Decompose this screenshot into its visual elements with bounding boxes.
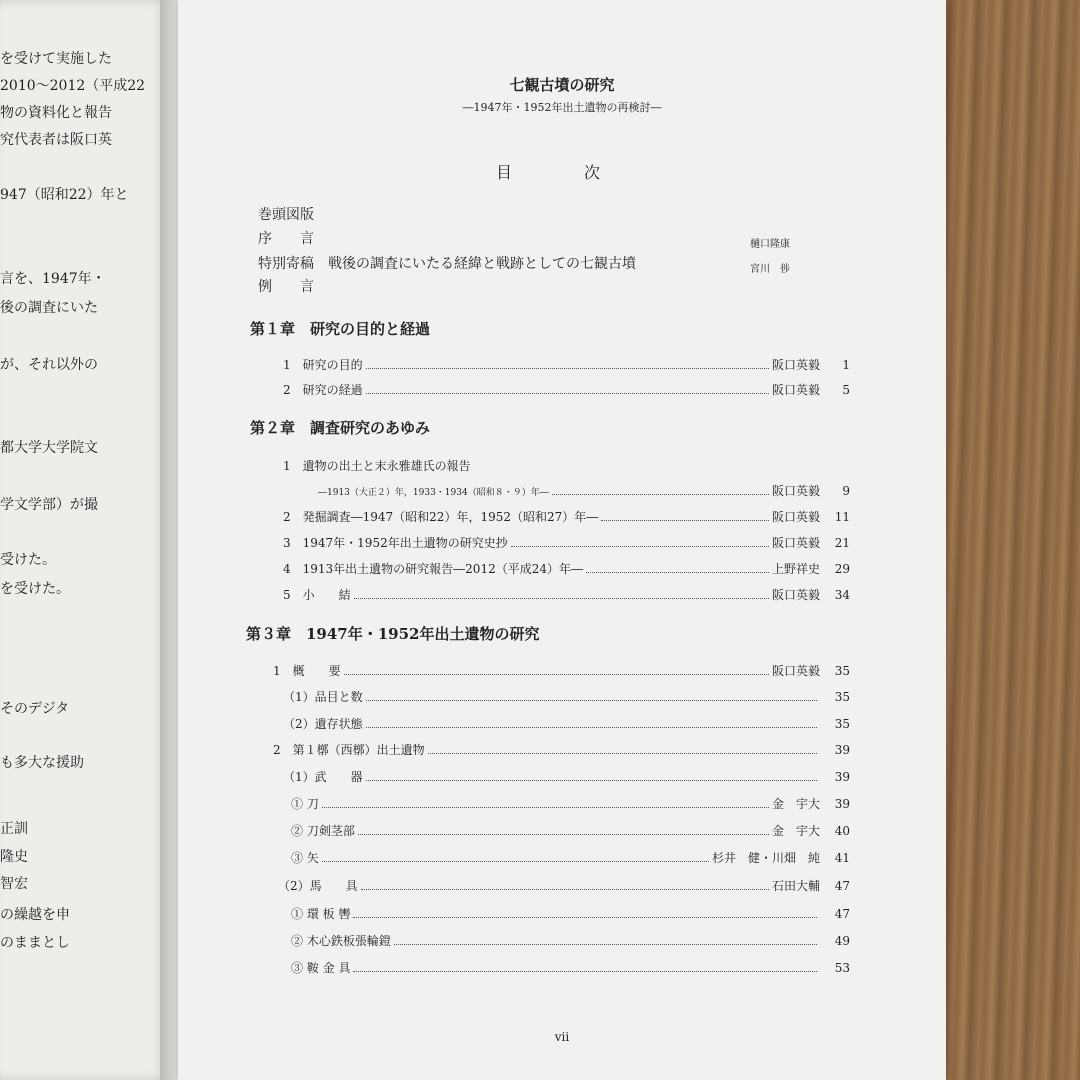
- leader-dots: [366, 368, 769, 369]
- toc-entry-page: 47: [834, 879, 850, 893]
- left-page-text-line: [0, 549, 168, 569]
- toc-entry-author: 阪口英毅: [771, 588, 820, 602]
- toc-entry-page: 39: [834, 743, 850, 757]
- left-page-text-line: [0, 129, 168, 149]
- preface-item: 序 言: [258, 231, 314, 247]
- left-page-text-line: [0, 494, 168, 514]
- toc-entry: [283, 560, 850, 577]
- toc-entry-label: ② 刀剣茎部: [291, 824, 355, 838]
- toc-entry-label: （1）品目と数: [283, 690, 363, 704]
- toc-entry-author: 阪口英毅: [771, 510, 820, 524]
- left-page-text: の繰越を申: [0, 907, 70, 923]
- toc-entry-page: 39: [834, 797, 850, 811]
- toc-entry-page: 49: [834, 934, 850, 948]
- toc-entry: [273, 741, 850, 758]
- toc-entry: [283, 586, 850, 603]
- left-page-text: 受けた。: [0, 552, 56, 568]
- toc-entry: [283, 688, 850, 705]
- toc-entry-label: 1 研究の目的: [283, 358, 363, 372]
- left-page-text-line: [0, 297, 168, 317]
- left-page-text-line: [0, 48, 168, 68]
- left-page-text: 947（昭和22）年と: [0, 187, 129, 203]
- left-page-text: 物の資料化と報告: [0, 105, 112, 121]
- left-page-text: 2010～2012（平成22: [0, 78, 146, 94]
- toc-entry-label: 2 発掘調査―1947（昭和22）年，1952（昭和27）年―: [283, 510, 599, 524]
- left-page-text: 究代表者は阪口英: [0, 132, 112, 148]
- toc-entry-author: 阪口英毅: [771, 358, 820, 372]
- left-page-text: 後の調査にいた: [0, 300, 98, 316]
- frontispiece-item: 巻頭図版: [258, 207, 314, 223]
- toc-entry-page: 29: [834, 562, 850, 576]
- left-page-text-line: [0, 102, 168, 122]
- leader-dots: [322, 861, 709, 862]
- leader-dots: [586, 572, 769, 573]
- toc-entry-label: 2 第１槨（西槨）出土遺物: [273, 743, 425, 757]
- leader-dots: [366, 727, 817, 728]
- toc-entry: [291, 795, 850, 812]
- toc-entry-label: 2 研究の経過: [283, 383, 363, 397]
- left-page-text-line: [0, 873, 168, 893]
- left-page-text: が、それ以外の: [0, 357, 98, 373]
- toc-entry-author: 上野祥史: [771, 562, 820, 576]
- toc-entry-label: 5 小 結: [283, 588, 351, 602]
- toc-entry-page: 40: [834, 824, 850, 838]
- toc-entry-label: 1 概 要: [273, 664, 341, 678]
- chapter-heading: 第１章 研究の目的と経過: [250, 320, 431, 338]
- leader-dots: [353, 971, 817, 972]
- toc-entry: [283, 508, 850, 525]
- toc-entry: [273, 662, 850, 679]
- left-page-text: を受けた。: [0, 581, 70, 597]
- toc-entry-label: 4 1913年出土遺物の研究報告―2012（平成24）年―: [283, 562, 583, 576]
- leader-dots: [361, 889, 769, 890]
- toc-entry-page: 35: [834, 690, 850, 704]
- toc-entry: [283, 457, 850, 474]
- toc-entry-label: （1）武 器: [283, 770, 363, 784]
- toc-entry: [283, 534, 850, 551]
- special-contribution-item: 特別寄稿 戦後の調査にいたる経緯と戦跡としての七観古墳: [258, 256, 636, 272]
- toc-entry-author: 金 宇大: [771, 824, 820, 838]
- toc-entry: [283, 356, 850, 373]
- toc-entry-page: 53: [834, 961, 850, 975]
- chapter-heading: 第３章 1947年・1952年出土遺物の研究: [246, 625, 540, 643]
- toc-entry-label: ③ 矢: [291, 851, 319, 865]
- leader-dots: [394, 944, 817, 945]
- left-page-text: 智宏: [0, 876, 28, 892]
- leader-dots: [344, 674, 769, 675]
- toc-entry-author: 石田大輔: [771, 879, 820, 893]
- left-page-text-line: [0, 846, 168, 866]
- chapter-heading: 第２章 調査研究のあゆみ: [250, 419, 431, 437]
- left-page-text-line: [0, 904, 168, 924]
- toc-entry-author: 阪口英毅: [771, 536, 820, 550]
- special-contribution-author: 宮川 徏: [750, 264, 790, 275]
- book-subtitle: ―1947年・1952年出土遺物の再検討―: [462, 101, 662, 114]
- leader-dots: [322, 807, 769, 808]
- toc-entry-label: ③ 鞍 金 具: [291, 961, 351, 975]
- left-page-text: 都大学大学院文: [0, 440, 98, 456]
- left-page-text: 正訓: [0, 821, 28, 837]
- toc-entry: [291, 959, 850, 976]
- wooden-table-background: [930, 0, 1080, 1080]
- notes-item: 例 言: [258, 279, 314, 295]
- left-page-text-line: [0, 354, 168, 374]
- left-page-text-line: [0, 184, 168, 204]
- toc-entry-label: （2）馬 具: [278, 879, 358, 893]
- toc-entry-label: （2）遺存状態: [283, 717, 363, 731]
- left-page-text-line: [0, 437, 168, 457]
- toc-entry-page: 47: [834, 907, 850, 921]
- toc-entry-label: ② 木心鉄板張輪鐙: [291, 934, 391, 948]
- left-page-text: のままとし: [0, 935, 70, 951]
- leader-dots: [353, 917, 817, 918]
- toc-entry-author: 杉井 健・川畑 純: [711, 851, 820, 865]
- toc-entry-page: 39: [834, 770, 850, 784]
- toc-entry-page: 35: [834, 717, 850, 731]
- leader-dots: [428, 753, 817, 754]
- toc-entry: [291, 932, 850, 949]
- toc-entry-page: 21: [834, 536, 850, 550]
- leader-dots: [511, 546, 769, 547]
- toc-entry-page: 35: [834, 664, 850, 678]
- left-page-text-line: [0, 818, 168, 838]
- toc-entry-page: 41: [834, 851, 850, 865]
- leader-dots: [366, 393, 769, 394]
- toc-entry: [283, 768, 850, 785]
- toc-entry-page: 5: [842, 383, 850, 397]
- book-title: 七観古墳の研究: [509, 76, 615, 94]
- toc-entry: [318, 482, 850, 499]
- toc-entry: [283, 381, 850, 398]
- toc-entry-label: 1 遺物の出土と末永雅雄氏の報告: [283, 459, 471, 473]
- toc-entry-page: 34: [834, 588, 850, 602]
- toc-entry-author: 阪口英毅: [771, 664, 820, 678]
- left-page-text-line: [0, 932, 168, 952]
- right-page: [178, 0, 946, 1080]
- left-page: [0, 0, 168, 1080]
- toc-entry-label: ―1913（大正２）年，1933・1934（昭和８・９）年―: [318, 488, 549, 498]
- toc-entry: [291, 905, 850, 922]
- left-page-text: も多大な援助: [0, 755, 84, 771]
- leader-dots: [366, 780, 817, 781]
- left-page-text: 言を、1947年・: [0, 271, 106, 287]
- toc-entry: [291, 849, 850, 866]
- left-page-text: 学文学部）が撮: [0, 497, 98, 513]
- left-page-text-line: [0, 75, 168, 95]
- preface-author: 樋口隆康: [750, 239, 790, 250]
- toc-heading: 目 次: [495, 163, 628, 182]
- page-number: vii: [554, 1030, 570, 1044]
- toc-entry-author: 阪口英毅: [771, 383, 820, 397]
- leader-dots: [354, 598, 769, 599]
- toc-entry-author: 金 宇大: [771, 797, 820, 811]
- toc-entry-author: 阪口英毅: [771, 484, 820, 498]
- left-page-text-line: [0, 698, 168, 718]
- toc-entry: [291, 822, 850, 839]
- left-page-text-line: [0, 752, 168, 772]
- toc-entry-label: ① 刀: [291, 797, 319, 811]
- left-page-text-line: [0, 578, 168, 598]
- toc-entry-page: 1: [842, 358, 850, 372]
- leader-dots: [601, 520, 769, 521]
- leader-dots: [358, 834, 769, 835]
- toc-entry: [278, 877, 850, 894]
- left-page-text: そのデジタ: [0, 701, 70, 717]
- leader-dots: [366, 700, 817, 701]
- toc-entry-label: 3 1947年・1952年出土遺物の研究史抄: [283, 536, 508, 550]
- left-page-text: 隆史: [0, 849, 28, 865]
- left-page-text-line: [0, 268, 168, 288]
- toc-entry-page: 11: [834, 510, 850, 524]
- toc-entry: [283, 715, 850, 732]
- left-page-text: を受けて実施した: [0, 51, 112, 67]
- leader-dots: [552, 494, 769, 495]
- toc-entry-label: ① 環 板 轡: [291, 907, 351, 921]
- toc-entry-page: 9: [842, 484, 850, 498]
